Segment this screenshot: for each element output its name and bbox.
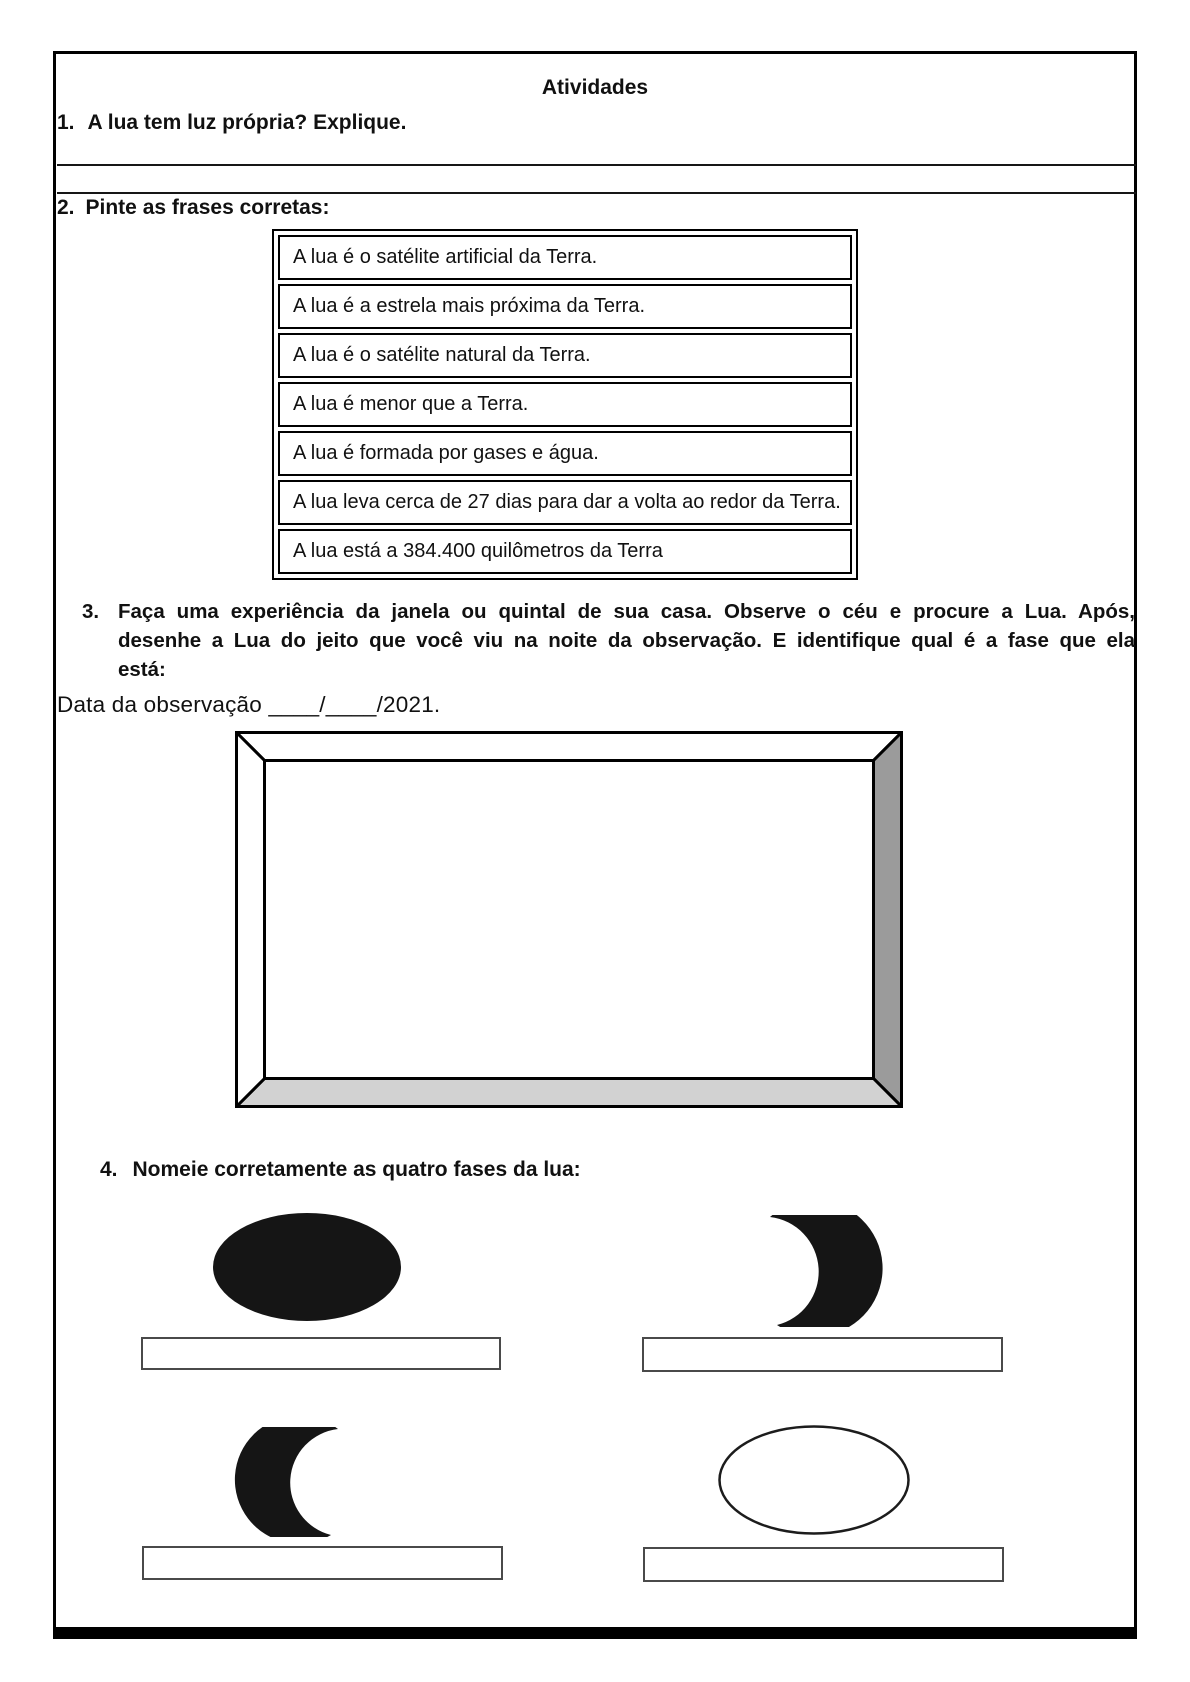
moon-shape-full-moon-icon [718, 1425, 910, 1540]
picture-frame-icon [235, 731, 903, 1108]
question-1-number: 1. [57, 111, 75, 134]
observation-year: /2021. [376, 692, 441, 717]
answer-blank-line-1[interactable] [57, 164, 1136, 166]
phrase-row[interactable]: A lua está a 384.400 quilômetros da Terra [278, 529, 852, 574]
question-1-text: A lua tem luz própria? Explique. [87, 111, 407, 134]
phrase-row[interactable]: A lua é o satélite artificial da Terra. [278, 235, 852, 280]
drawing-frame[interactable] [235, 731, 903, 1108]
question-2 [57, 196, 329, 220]
moon-shape-crescent-left-icon [230, 1427, 340, 1542]
observation-label: Data da observação [57, 692, 262, 717]
question-4-number: 4. [100, 1158, 118, 1181]
answer-blank-line-2[interactable] [57, 192, 1136, 194]
question-4-text: Nomeie corretamente as quatro fases da lua: [132, 1158, 581, 1181]
question-1 [57, 111, 406, 135]
phrases-table [272, 229, 858, 580]
moon-shape-new-moon-icon [212, 1212, 402, 1327]
phase-answer-box-4[interactable] [643, 1547, 1004, 1582]
phase-answer-box-1[interactable] [141, 1337, 501, 1370]
question-2-text: Pinte as frases corretas: [85, 196, 330, 219]
observation-slash: / [319, 692, 326, 717]
phrase-row[interactable]: A lua é formada por gases e água. [278, 431, 852, 476]
phrase-row[interactable]: A lua é o satélite natural da Terra. [278, 333, 852, 378]
moon-shape-crescent-right-icon [768, 1215, 883, 1332]
question-3-number: 3. [82, 600, 100, 623]
question-2-number: 2. [57, 196, 75, 219]
question-3-line-1: Faça uma experiência da janela ou quintal de sua casa. Observe o céu e procure a Lua. Após, [118, 600, 1135, 623]
phrase-row[interactable]: A lua leva cerca de 27 dias para dar a volta ao redor da Terra. [278, 480, 852, 525]
phase-answer-box-2[interactable] [642, 1337, 1003, 1372]
observation-day-blank[interactable]: ____ [268, 692, 320, 717]
question-3-line-3: está: [118, 658, 166, 681]
question-3-line-2: desenhe a Lua do jeito que você viu na noite da observação. E identifique qual é a fase que ela [118, 629, 1135, 652]
observation-date-line [57, 692, 440, 718]
question-4 [100, 1158, 581, 1182]
phrase-row[interactable]: A lua é a estrela mais próxima da Terra. [278, 284, 852, 329]
phase-answer-box-3[interactable] [142, 1546, 503, 1580]
page-title: Atividades [541, 76, 649, 99]
observation-month-blank[interactable]: ____ [325, 692, 377, 717]
question-3 [82, 597, 1135, 684]
phrase-row[interactable]: A lua é menor que a Terra. [278, 382, 852, 427]
